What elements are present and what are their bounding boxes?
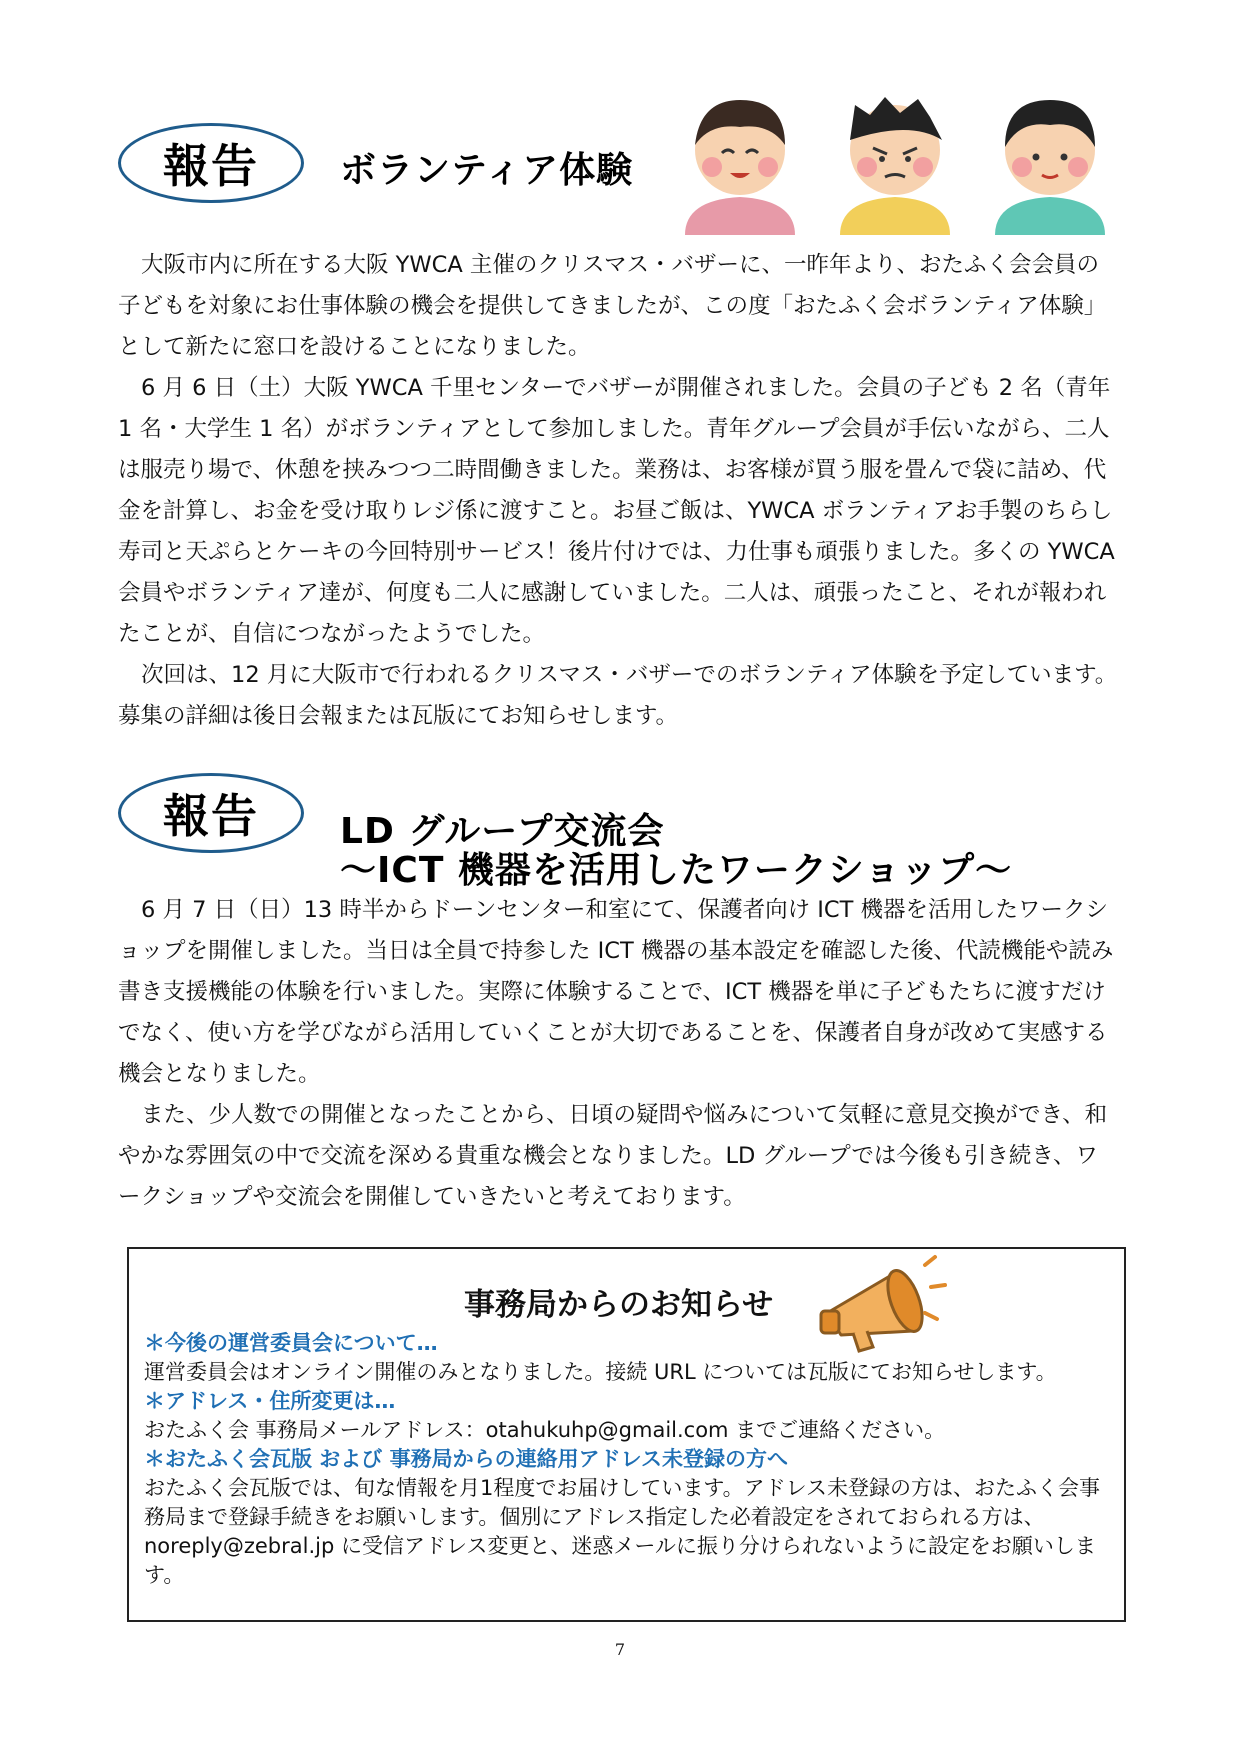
notice-body: [144, 1329, 1104, 1590]
child-face-2: [840, 97, 950, 235]
section-title-ld-group: LD グループ交流会: [340, 811, 665, 852]
paragraph: 大阪市内に所在する大阪 YWCA 主催のクリスマス・バザーに、一昨年より、おたふく会会員の子どもを対象にお仕事体験の機会を提供してきましたが、この度「おたふく会ボランティア体験」として新たに窓口を設けることになりました。: [118, 252, 1107, 360]
notice-text: おたふく会 事務局メールアドレス：otahukuhp@gmail.com までご連絡ください。: [144, 1418, 946, 1442]
badge-label: 報告: [163, 139, 259, 193]
child-face-3: [995, 100, 1105, 235]
report-badge-2: [118, 773, 304, 853]
child-face-1: [685, 100, 795, 235]
paragraph: また、少人数での開催となったことから、日頃の疑問や悩みについて気軽に意見交換ができ、和やかな雰囲気の中で交流を深める貴重な機会となりました。LD グループでは今後も引き続き、ワークショップや交流会を開催していきたいと考えております。: [118, 1102, 1108, 1210]
section1-body: [118, 245, 1120, 737]
notice-box: [127, 1247, 1126, 1622]
report-badge-1: [118, 123, 304, 203]
section2-body: [118, 890, 1120, 1218]
children-illustration: [660, 85, 1120, 235]
paragraph: 次回は、12 月に大阪市で行われるクリスマス・バザーでのボランティア体験を予定しています。募集の詳細は後日会報または瓦版にてお知らせします。: [118, 662, 1118, 729]
paragraph: 6 月 7 日（日）13 時半からドーンセンター和室にて、保護者向け ICT 機器を活用したワークショップを開催しました。当日は全員で持参した ICT 機器の基本設定を確認した後、代読機能や読み書き支援機能の体験を行いました。実際に体験することで、ICT 機器を単に子どもたちに渡すだけでなく、使い方を学びながら活用していくことが大切であることを、保護者自身が改めて実感する機会となりました。: [118, 897, 1114, 1087]
notice-text: 運営委員会はオンライン開催のみとなりました。接続 URL については瓦版にてお知らせします。: [144, 1360, 1057, 1384]
page-number: 7: [614, 1640, 626, 1659]
notice-heading: ＊おたふく会瓦版 および 事務局からの連絡用アドレス未登録の方へ: [144, 1447, 788, 1471]
section-title-volunteer: ボランティア体験: [340, 150, 634, 191]
paragraph: 6 月 6 日（土）大阪 YWCA 千里センターでバザーが開催されました。会員の子ども 2 名（青年 1 名・大学生 1 名）がボランティアとして参加しました。青年グループ会員が手伝いながら、二人は服売り場で、休憩を挟みつつ二時間働きました。業務は、お客様が買う服を畳んで袋に詰め、代金を計算し、お金を受け取りレジ係に渡すこと。お昼ご飯は、YWCA ボランティアお手製のちらし寿司と天ぷらとケーキの今回特別サービス！後片付けでは、力仕事も頑張りました。多くの YWCA 会員やボランティア達が、何度も二人に感謝していました。二人は、頑張ったこと、それが報われたことが、自信につながったようでした。: [118, 375, 1115, 647]
notice-text: おたふく会瓦版では、旬な情報を月1程度でお届けしています。アドレス未登録の方は、おたふく会事務局まで登録手続きをお願いします。個別にアドレス指定した必着設定をされておられる方は、noreply@zebral.jp に受信アドレス変更と、迷惑メールに振り分けられないように設定をお願いします。: [144, 1476, 1101, 1587]
notice-heading: ＊アドレス・住所変更は…: [144, 1389, 396, 1413]
notice-title: 事務局からのお知らせ: [464, 1287, 774, 1323]
section-subtitle-ict-workshop: ～ICT 機器を活用したワークショップ～: [340, 850, 1013, 891]
notice-heading: ＊今後の運営委員会について…: [144, 1331, 438, 1355]
badge-label: 報告: [163, 789, 259, 843]
